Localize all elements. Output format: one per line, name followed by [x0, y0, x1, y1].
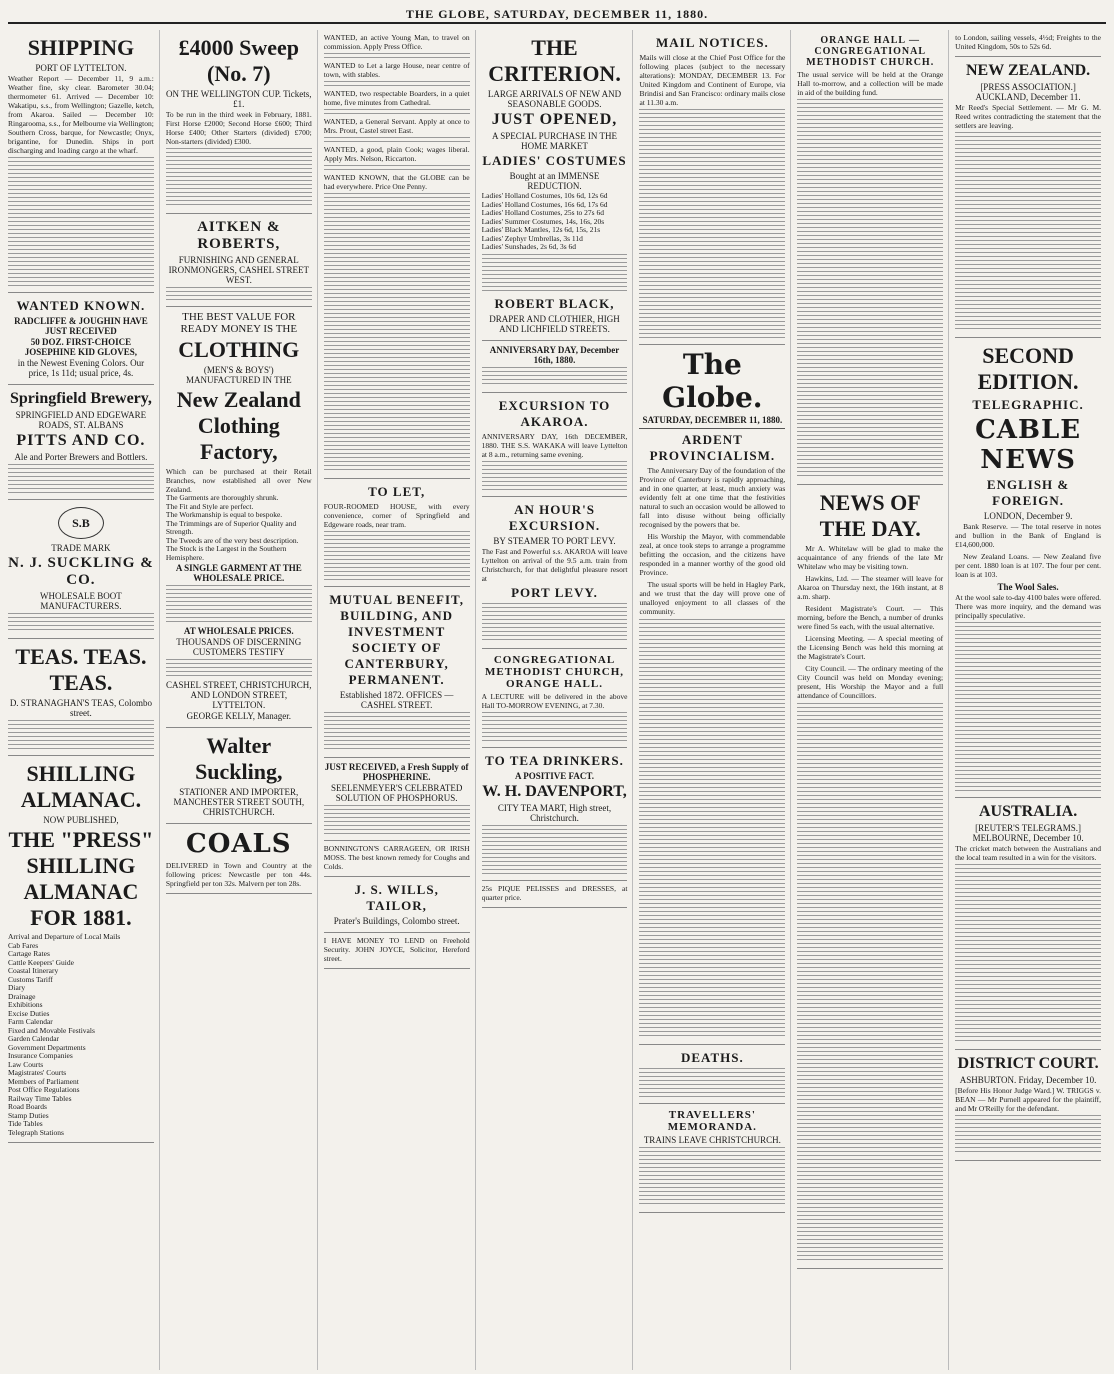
criterion-sub: LARGE ARRIVALS OF NEW AND SEASONABLE GOODS. [487, 89, 622, 109]
congregational-filler [482, 712, 628, 742]
list-item: Ladies' Holland Costumes, 10s 6d, 12s 6d [481, 191, 608, 200]
column-5 [639, 30, 791, 1370]
list-item: Ladies' Black Mantles, 12s 6d, 15s, 21s [481, 225, 601, 234]
masthead [8, 6, 1106, 24]
list-item: Insurance Companies [8, 1051, 73, 1060]
ad-filler [324, 53, 470, 61]
list-item: Customs Tariff [8, 974, 53, 984]
teas-heading: TEAS. TEAS. TEAS. [15, 644, 147, 695]
list-item: The Stock is the Largest in the Southern Hemisphere. [165, 544, 287, 562]
radcliffe-text: RADCLIFFE & JOUGHIN HAVE JUST RECEIVED [14, 316, 148, 336]
column-7 [955, 30, 1106, 1370]
second-edition-heading: SECOND EDITION. [977, 343, 1079, 394]
anniversary-day: ANNIVERSARY DAY, December 16th, 1880. [489, 344, 620, 365]
list-item: Ladies' Summer Costumes, 14s, 16s, 20s [481, 216, 605, 226]
list-item: Exhibitions [8, 1000, 43, 1009]
walter-suckling-ad [166, 728, 312, 824]
almanac-title: THE "PRESS" SHILLING ALMANAC FOR 1881. [8, 827, 154, 930]
suckling-filler [8, 613, 154, 633]
factory-filler-2 [166, 659, 312, 679]
thousands-text: THOUSANDS OF DISCERNING CUSTOMERS TESTIFY [176, 637, 302, 657]
column-2 [166, 30, 318, 1370]
trains-heading: TRAINS LEAVE CHRISTCHURCH. [643, 1135, 781, 1145]
court-filler [955, 1115, 1101, 1155]
port-levy-filler [482, 603, 628, 643]
brewery-ad [8, 385, 154, 500]
davenport-sub: CITY TEA MART, High street, Christchurch. [497, 802, 612, 823]
teas-sub: D. STRANAGHAN'S TEAS, Colombo street. [9, 698, 153, 718]
news-heading: NEWS OF THE DAY. [819, 490, 921, 541]
trains-filler [639, 1147, 785, 1207]
article-paragraph: The usual sports will be held in Hagley Park, and we trust that the day will prove one of unalloyed enjoyment to all classes of the community. [639, 580, 786, 616]
cable-sub: ENGLISH & FOREIGN. [986, 477, 1070, 508]
positive-fact: A POSITIVE FACT. [515, 770, 594, 781]
list-item: Garden Calendar [8, 1034, 60, 1043]
ad-filler [324, 165, 470, 173]
excursion-text: ANNIVERSARY DAY, 16th DECEMBER, 1880. THE S.S. WAKAKA will leave Lyttelton at 8 a.m., returning same evening. [481, 431, 628, 459]
mutual-sub: Established 1872. OFFICES — CASHEL STREET. [339, 690, 454, 710]
phosphorus-heading: JUST RECEIVED, a Fresh Supply of PHOSPHERINE. [324, 762, 469, 782]
list-item: Excise Duties [8, 1008, 50, 1018]
column-4 [482, 30, 634, 1370]
court-sub: ASHBURTON. Friday, December 10. [959, 1075, 1097, 1085]
list-item: The Workmanship is equal to bespoke. [165, 510, 283, 519]
london-text: to London, sailing vessels, 4½d; Freights to the United Kingdom, 50s to 52s 6d. [955, 33, 1102, 51]
brewery-filler [8, 464, 154, 494]
list-item: Ladies' Holland Costumes, 16s 6d, 17s 6d [481, 199, 608, 209]
factory-branch: CASHEL STREET, CHRISTCHURCH, AND LONDON STREET, LYTTELTON. [166, 680, 312, 710]
shipping-section [8, 30, 154, 293]
orange-hall-section [797, 30, 943, 485]
list-item: Ladies' Zephyr Umbrellas, 3s 11d [481, 233, 583, 243]
phosphorus-ad [324, 758, 470, 841]
dresses-text: 25s PIQUE PELISSES and DRESSES, at quarter price. [481, 883, 628, 902]
best-value: THE BEST VALUE FOR READY MONEY IS THE [180, 311, 298, 335]
article-paragraph: His Worship the Mayor, with commendable zeal, at once took steps to arrange a programme befitting the occasion, and the citizens have responded in a manner worthy of the good old Province. [639, 532, 786, 577]
list-item: The Fit and Style are perfect. [165, 501, 254, 511]
column-6 [797, 30, 949, 1370]
ad-filler [324, 81, 470, 89]
immense-reduction: Bought at an IMMENSE REDUCTION. [509, 171, 600, 191]
carrageen-ad [324, 841, 470, 877]
wool-heading: The Wool Sales. [997, 582, 1059, 592]
column-3 [324, 30, 476, 1370]
wanted-filler [324, 193, 470, 473]
wholesale-prices: AT WHOLESALE PRICES. [183, 626, 294, 636]
wanted-ads [324, 30, 470, 479]
dresses-ad [482, 881, 628, 908]
article-paragraph: Bank Reserve. — The total reserve in notes and bullion in the Bank of England is £14,600,000. [955, 522, 1102, 549]
congregational-ad [482, 649, 628, 748]
mail-filler [639, 109, 785, 339]
aitken-heading: AITKEN & ROBERTS, [197, 219, 281, 252]
news-article [797, 544, 943, 700]
list-item: Cattle Keepers' Guide [8, 957, 74, 967]
ad-filler [324, 109, 470, 117]
single-garment: A SINGLE GARMENT AT THE WHOLESALE PRICE. [175, 563, 302, 583]
list-item: Stamp Duties [8, 1110, 49, 1120]
wanted-heading: WANTED KNOWN. [16, 298, 146, 313]
list-item: Farm Calendar [8, 1017, 53, 1026]
cable-filler [955, 622, 1101, 792]
list-item: Arrival and Departure of Local Mails [8, 932, 121, 941]
anniversary-filler [482, 367, 628, 387]
clothing-heading: CLOTHING [178, 337, 300, 362]
black-sub: DRAPER AND CLOTHIER, HIGH AND LICHFIELD STREETS. [489, 313, 620, 334]
nz-filler [955, 132, 1101, 332]
columns [8, 30, 1106, 1370]
telegraphic-heading: TELEGRAPHIC. [972, 397, 1084, 412]
trade-mark-logo: S.B [58, 507, 104, 539]
news-of-the-day [797, 485, 943, 1269]
coals-heading: COALS [186, 829, 292, 859]
article-paragraph: Mr A. Whitelaw will be glad to make the acquaintance of any friends of the late Mr Whitelaw who may be visiting town. [797, 544, 944, 571]
suckling-ad [8, 500, 154, 639]
almanac-list [8, 933, 154, 1137]
court-text: [Before His Honor Judge Ward.] W. TRIGGS v. BEAN — Mr Purnell appeared for the plaintiff, and Mr O'Reilly for the defendant. [955, 1086, 1102, 1113]
ad-filler [324, 137, 470, 145]
list-item: Post Office Regulations [8, 1085, 80, 1094]
list-item: Tide Tables [8, 1119, 43, 1128]
pitts-sub: Ale and Porter Brewers and Bottlers. [14, 452, 148, 462]
wanted-ad: WANTED to Let a large House, near centre of town, with stables. [323, 61, 470, 79]
orange-heading: ORANGE HALL — CONGREGATIONAL METHODIST CHURCH. [806, 35, 935, 68]
excursion-heading: EXCURSION TO AKAROA. [498, 397, 611, 429]
article-paragraph: The Anniversary Day of the foundation of the Province of Canterbury is rapidly approaching, and in one quarter, at least, much anxiety was evidently felt at one time that the festivities natural to such an occasion would be allowed to fall into disuse without being officially recognised by the powers that be. [639, 466, 786, 529]
special-purchase: A SPECIAL PURCHASE IN THE HOME MARKET [492, 131, 618, 151]
coals-ad [166, 824, 312, 894]
criterion-ad [482, 30, 628, 341]
kid-gloves: 50 DOZ. FIRST-CHOICE JOSEPHINE KID GLOVES, [24, 337, 138, 357]
shipping-filler [8, 157, 154, 287]
money-ad [324, 933, 470, 969]
list-item: The Tweeds are of the very best description. [165, 535, 299, 545]
australia-text: The cricket match between the Australians and the local team resulted in a win for the visitors. [955, 844, 1102, 862]
trade-mark-label: TRADE MARK [51, 543, 111, 553]
sweep-heading: £4000 Sweep (No. 7) [178, 35, 299, 86]
black-heading: ROBERT BLACK, [494, 295, 615, 311]
travellers-heading: TRAVELLERS' MEMORANDA. [667, 1109, 757, 1133]
to-let-filler [324, 531, 470, 581]
wanted-ad: WANTED, a good, plain Cook; wages liberal. Apply Mrs. Nelson, Riccarton. [323, 145, 470, 163]
news-filler [797, 703, 943, 1263]
steam-sub: BY STEAMER TO PORT LEVY. [493, 535, 616, 546]
to-let-heading: TO LET, [368, 484, 426, 499]
factory-heading: New Zealand Clothing Factory, [176, 387, 301, 464]
list-item: Cartage Rates [8, 949, 50, 958]
cable-london: LONDON, December 9. [983, 511, 1073, 521]
aitken-sub: FURNISHING AND GENERAL IRONMONGERS, CASHEL STREET WEST. [168, 255, 309, 285]
phosphorus-filler [324, 805, 470, 835]
list-item: Ladies' Holland Costumes, 25s to 27s 6d [481, 208, 604, 217]
almanac-ad [8, 756, 154, 1143]
excursion-ad [482, 393, 628, 497]
criterion-filler [482, 254, 628, 294]
nz-text: Mr Reed's Special Settlement. — Mr G. M. Reed writes contradicting the statement that the settlers are leaving. [955, 103, 1102, 130]
tailor-sub: Prater's Buildings, Colombo street. [333, 916, 460, 926]
tailor-ad [324, 877, 470, 933]
orange-filler [797, 99, 943, 479]
list-item: Telegraph Stations [8, 1127, 64, 1137]
deaths-heading: DEATHS. [680, 1050, 744, 1065]
australia-filler [955, 864, 1101, 1044]
almanac-heading: SHILLING ALMANAC. [20, 761, 142, 812]
list-item: The Trimmings are of Superior Quality and Strength. [165, 518, 297, 536]
ardent-article [639, 466, 785, 616]
wanted-known-ad [8, 293, 154, 385]
list-item: Law Courts [8, 1059, 44, 1069]
tailor-heading: J. S. WILLS, TAILOR, [354, 882, 439, 913]
wanted-ad: WANTED, two respectable Boarders, in a quiet home, five minutes from Cathedral. [323, 89, 470, 107]
mutual-filler [324, 712, 470, 752]
davenport-heading: W. H. DAVENPORT, [482, 782, 627, 800]
sweep-text: To be run in the third week in February, 1881. First Horse £2000; Second Horse £600; Third Horse £400; Other Starters (divided) £700; Non-starters (divided) £300. [165, 110, 312, 146]
clothing-sub: (MEN'S & BOYS') MANUFACTURED IN THE [185, 365, 292, 385]
australia-section [955, 798, 1101, 1050]
suckling-sub: WHOLESALE BOOT MANUFACTURERS. [40, 591, 122, 611]
davenport-filler [482, 825, 628, 875]
criterion-heading: THE CRITERION. [488, 35, 621, 86]
steam-heading: AN HOUR'S EXCURSION. [508, 501, 601, 533]
freights-section [955, 30, 1101, 57]
aitken-filler [166, 287, 312, 301]
divider [639, 428, 785, 429]
list-item: Diary [8, 983, 26, 992]
list-item: Drainage [8, 991, 36, 1001]
to-let-text: FOUR-ROOMED HOUSE, with every convenience, corner of Springfield and Edgeware roads, near tram. [323, 502, 470, 529]
kid-gloves-sub: in the Newest Evening Colors. Our price, 1s 11d; usual price, 4s. [17, 358, 145, 378]
mutual-heading: MUTUAL BENEFIT, BUILDING, AND INVESTMENT SOCIETY OF CANTERBURY, PERMANENT. [329, 592, 464, 687]
factory-text: Which can be purchased at their Retail Branches, now established all over New Zealand. [165, 467, 312, 494]
sweep-sub: ON THE WELLINGTON CUP. Tickets, £1. [166, 89, 312, 109]
wanted-ad: WANTED, an active Young Man, to travel on commission. Apply Press Office. [323, 33, 470, 51]
coals-text: DELIVERED in Town and Country at the following prices: Newcastle per ton 44s. Springfield per ton 32s. Malvern per ton 28s. [165, 861, 312, 888]
australia-sub: [REUTER'S TELEGRAMS.] MELBOURNE, December 10. [972, 823, 1084, 843]
cable-heading: CABLE NEWS [975, 415, 1082, 475]
cable-text [955, 522, 1101, 579]
congregational-heading: CONGREGATIONAL METHODIST CHURCH, ORANGE HALL. [484, 653, 625, 690]
suckling-heading: N. J. SUCKLING & CO. [8, 555, 154, 588]
sweep-filler [166, 148, 312, 208]
nz-sub: [PRESS ASSOCIATION.] AUCKLAND, December 11. [975, 82, 1081, 102]
just-opened: JUST OPENED, [491, 111, 618, 128]
excursion-filler [482, 461, 628, 491]
factory-manager: GEORGE KELLY, Manager. [186, 711, 291, 721]
shipping-text: Weather Report — December 11, 9 a.m.: Weather fine, sky clear. Barometer 30.04; thermometer 61. Arrived — December 10: Wakatipu, s.s., from Wellington; Gazelle, ketch, from Akaroa. Sailed — December 10: Ringarooma, s.s., for Melbourne via Wellington; Southern Cross, barque, for Newcastle; Onyx, brigantine, for Dunedin. Ships in port discharging and loading cargo at the wharf. [8, 74, 154, 155]
shipping-heading: SHIPPING [27, 35, 135, 60]
district-court [955, 1050, 1101, 1161]
article-paragraph: New Zealand Loans. — New Zealand five per cent. 1880 loan is at 107. The four per cent. loan is at 103. [955, 552, 1102, 579]
teas-ad [8, 639, 154, 756]
list-item: Railway Time Tables [8, 1093, 72, 1103]
list-item: Ladies' Sunshades, 2s 6d, 3s 6d [481, 242, 577, 251]
brewery-heading: Springfield Brewery, [9, 390, 152, 407]
article-paragraph: City Council. — The ordinary meeting of the City Council was held on Monday evening; present, His Worship the Mayor and a full attendance of Councillors. [797, 664, 944, 700]
list-item: Road Boards [8, 1102, 47, 1111]
to-let-ad [324, 479, 470, 587]
sweep-ad [166, 30, 312, 214]
article-paragraph: Resident Magistrate's Court. — This morning, before the Bench, a number of drunks were fined 5s each, with the usual alternative. [797, 604, 944, 631]
wanted-ad: WANTED, a General Servant. Apply at once to Mrs. Prout, Castel street East. [323, 117, 470, 135]
masthead-title: THE GLOBE, SATURDAY, DECEMBER 11, 1880. [405, 6, 709, 21]
ardent-heading: ARDENT PROVINCIALISM. [649, 432, 776, 463]
nz-heading: NEW ZEALAND. [966, 62, 1091, 79]
wanted-ad: WANTED KNOWN, that the GLOBE can be had everywhere. Price One Penny. [323, 173, 470, 191]
second-edition [955, 338, 1101, 798]
list-item: The Garments are thoroughly shrunk. [165, 493, 279, 502]
mail-text: Mails will close at the Chief Post Office for the following places (subject to the necessary alterations): MONDAY, DECEMBER 13. For United Kingdom and Continent of Europe, via Brindisi and San Francisco: ordinary mails close at 11.30 a.m. [639, 53, 786, 107]
carrageen-text: BONNINGTON'S CARRAGEEN, OR IRISH MOSS. The best known remedy for Coughs and Colds. [323, 844, 470, 871]
list-item: Coastal Itinerary [8, 966, 59, 975]
tea-drinkers-heading: TO TEA DRINKERS. [485, 752, 624, 768]
brewery-sub: SPRINGFIELD AND EDGEWARE ROADS, ST. ALBANS [15, 410, 147, 430]
mail-heading: MAIL NOTICES. [656, 35, 769, 50]
money-text: I HAVE MONEY TO LEND on Freehold Security. JOHN JOYCE, Solicitor, Hereford street. [323, 936, 470, 963]
steamer-text: The Fast and Powerful s.s. AKAROA will leave Lyttelton on arrival of the 9.5 a.m. train from Christchurch, for that delightful pleasure resort at [481, 546, 628, 583]
australia-heading: AUSTRALIA. [978, 803, 1078, 820]
lecture-text: A LECTURE will be delivered in the above Hall TO-MORROW EVENING, at 7.30. [481, 691, 628, 710]
list-item: Magistrates' Courts [8, 1068, 67, 1077]
clothing-factory-ad [166, 307, 312, 728]
new-zealand-section [955, 57, 1101, 338]
walter-suckling-heading: Walter Suckling, [195, 733, 283, 784]
shipping-port: PORT OF LYTTELTON. [35, 63, 127, 73]
mutual-benefit-ad [324, 587, 470, 758]
list-item: Government Departments [8, 1042, 86, 1052]
davenport-ad [482, 748, 628, 881]
article-paragraph: Licensing Meeting. — A special meeting of the Licensing Bench was held this morning at the Magistrate's Court. [797, 634, 944, 661]
deaths-filler [639, 1068, 785, 1098]
list-item: Fixed and Movable Festivals [8, 1025, 95, 1035]
phosphorus-sub: SEELENMEYER'S CELEBRATED SOLUTION OF PHOSPHORUS. [330, 783, 463, 803]
column-1 [8, 30, 160, 1370]
mail-notices [639, 30, 785, 345]
list-item: Cab Fares [8, 940, 39, 950]
orange-text: The usual service will be held at the Orange Hall to-morrow, and a collection will be made in aid of the building fund. [797, 70, 944, 97]
factory-filler [166, 585, 312, 625]
costumes-heading: LADIES' COSTUMES [482, 153, 627, 168]
globe-title: The Globe. [662, 348, 763, 414]
teas-filler [8, 720, 154, 750]
travellers-section [639, 1104, 785, 1213]
wool-text: At the wool sale to-day 4100 bales were offered. There was more inquiry, and the demand was principally speculative. [955, 593, 1102, 620]
anniversary-ad [482, 341, 628, 393]
article-paragraph: Hawkins, Ltd. — The steamer will leave for Akaroa on Thursday next, the 16th instant, at 8 a.m. sharp. [797, 574, 944, 601]
pitts-heading: PITTS AND CO. [16, 432, 146, 449]
globe-date: SATURDAY, DECEMBER 11, 1880. [642, 415, 783, 425]
almanac-now: NOW PUBLISHED, [43, 815, 119, 825]
list-item: Members of Parliament [8, 1076, 79, 1086]
ardent-filler [639, 619, 785, 1039]
port-levy-ad [482, 497, 628, 649]
court-heading: DISTRICT COURT. [957, 1055, 1099, 1072]
deaths-section [639, 1045, 785, 1104]
aitken-ad [166, 214, 312, 307]
port-levy: PORT LEVY. [511, 584, 598, 600]
walter-suckling-sub: STATIONER AND IMPORTER, MANCHESTER STREET SOUTH, CHRISTCHURCH. [173, 787, 305, 817]
globe-leader [639, 345, 785, 1045]
